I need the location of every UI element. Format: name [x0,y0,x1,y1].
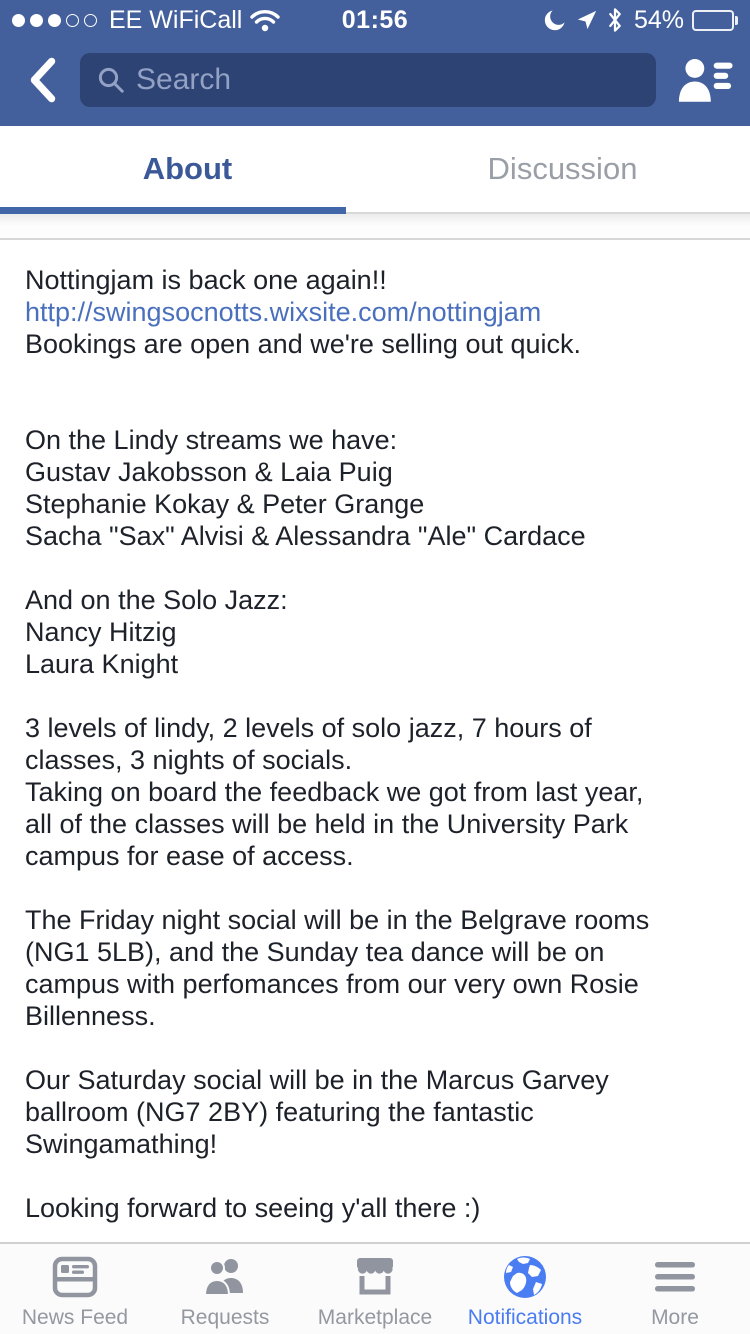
post-line: classes, 3 nights of socials. [25,745,353,775]
post-link[interactable]: http://swingsocnotts.wixsite.com/nottingjam [25,297,542,327]
requests-icon [202,1257,248,1297]
tab-news-feed[interactable] [0,1244,150,1334]
tab-more[interactable] [600,1244,750,1334]
about-post-text [0,240,750,1242]
friend-requests-button[interactable] [656,55,734,105]
friend-requests-icon [676,55,734,105]
tab-label: News Feed [21,1306,129,1329]
more-icon [653,1259,697,1295]
bottom-tab-bar [0,1242,750,1334]
post-line: Gustav Jakobsson & Laia Puig [25,457,393,487]
back-button[interactable] [16,57,80,103]
globe-icon [503,1255,547,1299]
post-line: On the Lindy streams we have: [25,425,398,455]
post-line [25,680,725,712]
post-line: Our Saturday social will be in the Marcus Garvey [25,1065,609,1095]
news-feed-icon [52,1256,98,1298]
carrier-label: EE WiFiCall [109,5,243,34]
tab-label: More [651,1306,699,1329]
active-tab-indicator [0,207,346,214]
tab-requests[interactable] [150,1244,300,1334]
post-line: Sacha "Sax" Alvisi & Alessandra "Ale" Cardace [25,521,586,551]
post-line: Taking on board the feedback we got from last year, [25,777,644,807]
post-line: Looking forward to seeing y'all there :) [25,1193,481,1223]
back-chevron-icon [28,57,58,103]
marketplace-icon [352,1256,398,1298]
page-tabs [0,126,750,214]
post-line: ballroom (NG7 2BY) featuring the fantastic [25,1097,534,1127]
post-line: Swingamathing! [25,1129,218,1159]
signal-dot [12,14,25,27]
navigation-header [0,40,750,126]
post-line [25,392,725,424]
post-line [25,1032,725,1064]
post-line [25,872,725,904]
signal-dot [30,14,43,27]
battery-percent-label: 54% [633,5,684,34]
signal-dot [66,14,79,27]
wifi-icon [250,9,280,32]
post-line: 3 levels of lindy, 2 levels of solo jazz, 7 hours of [25,713,592,743]
post-line: Laura Knight [25,649,179,679]
section-separator [0,214,750,240]
post-line: Nancy Hitzig [25,617,177,647]
post-line: And on the Solo Jazz: [25,585,288,615]
tab-notifications[interactable] [450,1244,600,1334]
bluetooth-icon [606,7,624,33]
post-line: Bookings are open and we're selling out quick. [25,329,582,359]
post-line: Stephanie Kokay & Peter Grange [25,489,425,519]
search-bar[interactable] [80,53,656,107]
signal-strength-icon [12,14,97,27]
location-arrow-icon [576,9,598,31]
status-bar [0,0,750,40]
clock: 01:56 [341,5,409,34]
post-line [25,360,725,392]
tab-label: Marketplace [317,1306,433,1329]
signal-dot [84,14,97,27]
moon-icon [542,7,568,33]
post-line: Billenness. [25,1001,156,1031]
tab-about[interactable]: About [142,151,233,186]
search-icon [96,65,126,95]
search-input[interactable] [136,63,640,97]
post-line: Nottingjam is back one again!! [25,265,387,295]
post-line [25,552,725,584]
post-line: campus with perfomances from our very own Rosie [25,969,639,999]
tab-label: Notifications [467,1306,583,1329]
post-line: all of the classes will be held in the University Park [25,809,629,839]
tab-marketplace[interactable] [300,1244,450,1334]
tab-discussion[interactable]: Discussion [487,151,638,186]
post-line: campus for ease of access. [25,841,354,871]
tab-label: Requests [180,1306,270,1329]
post-line [25,1160,725,1192]
post-line: The Friday night social will be in the Belgrave rooms [25,905,650,935]
battery-icon [692,10,738,31]
post-line: (NG1 5LB), and the Sunday tea dance will be on [25,937,605,967]
signal-dot [48,14,61,27]
